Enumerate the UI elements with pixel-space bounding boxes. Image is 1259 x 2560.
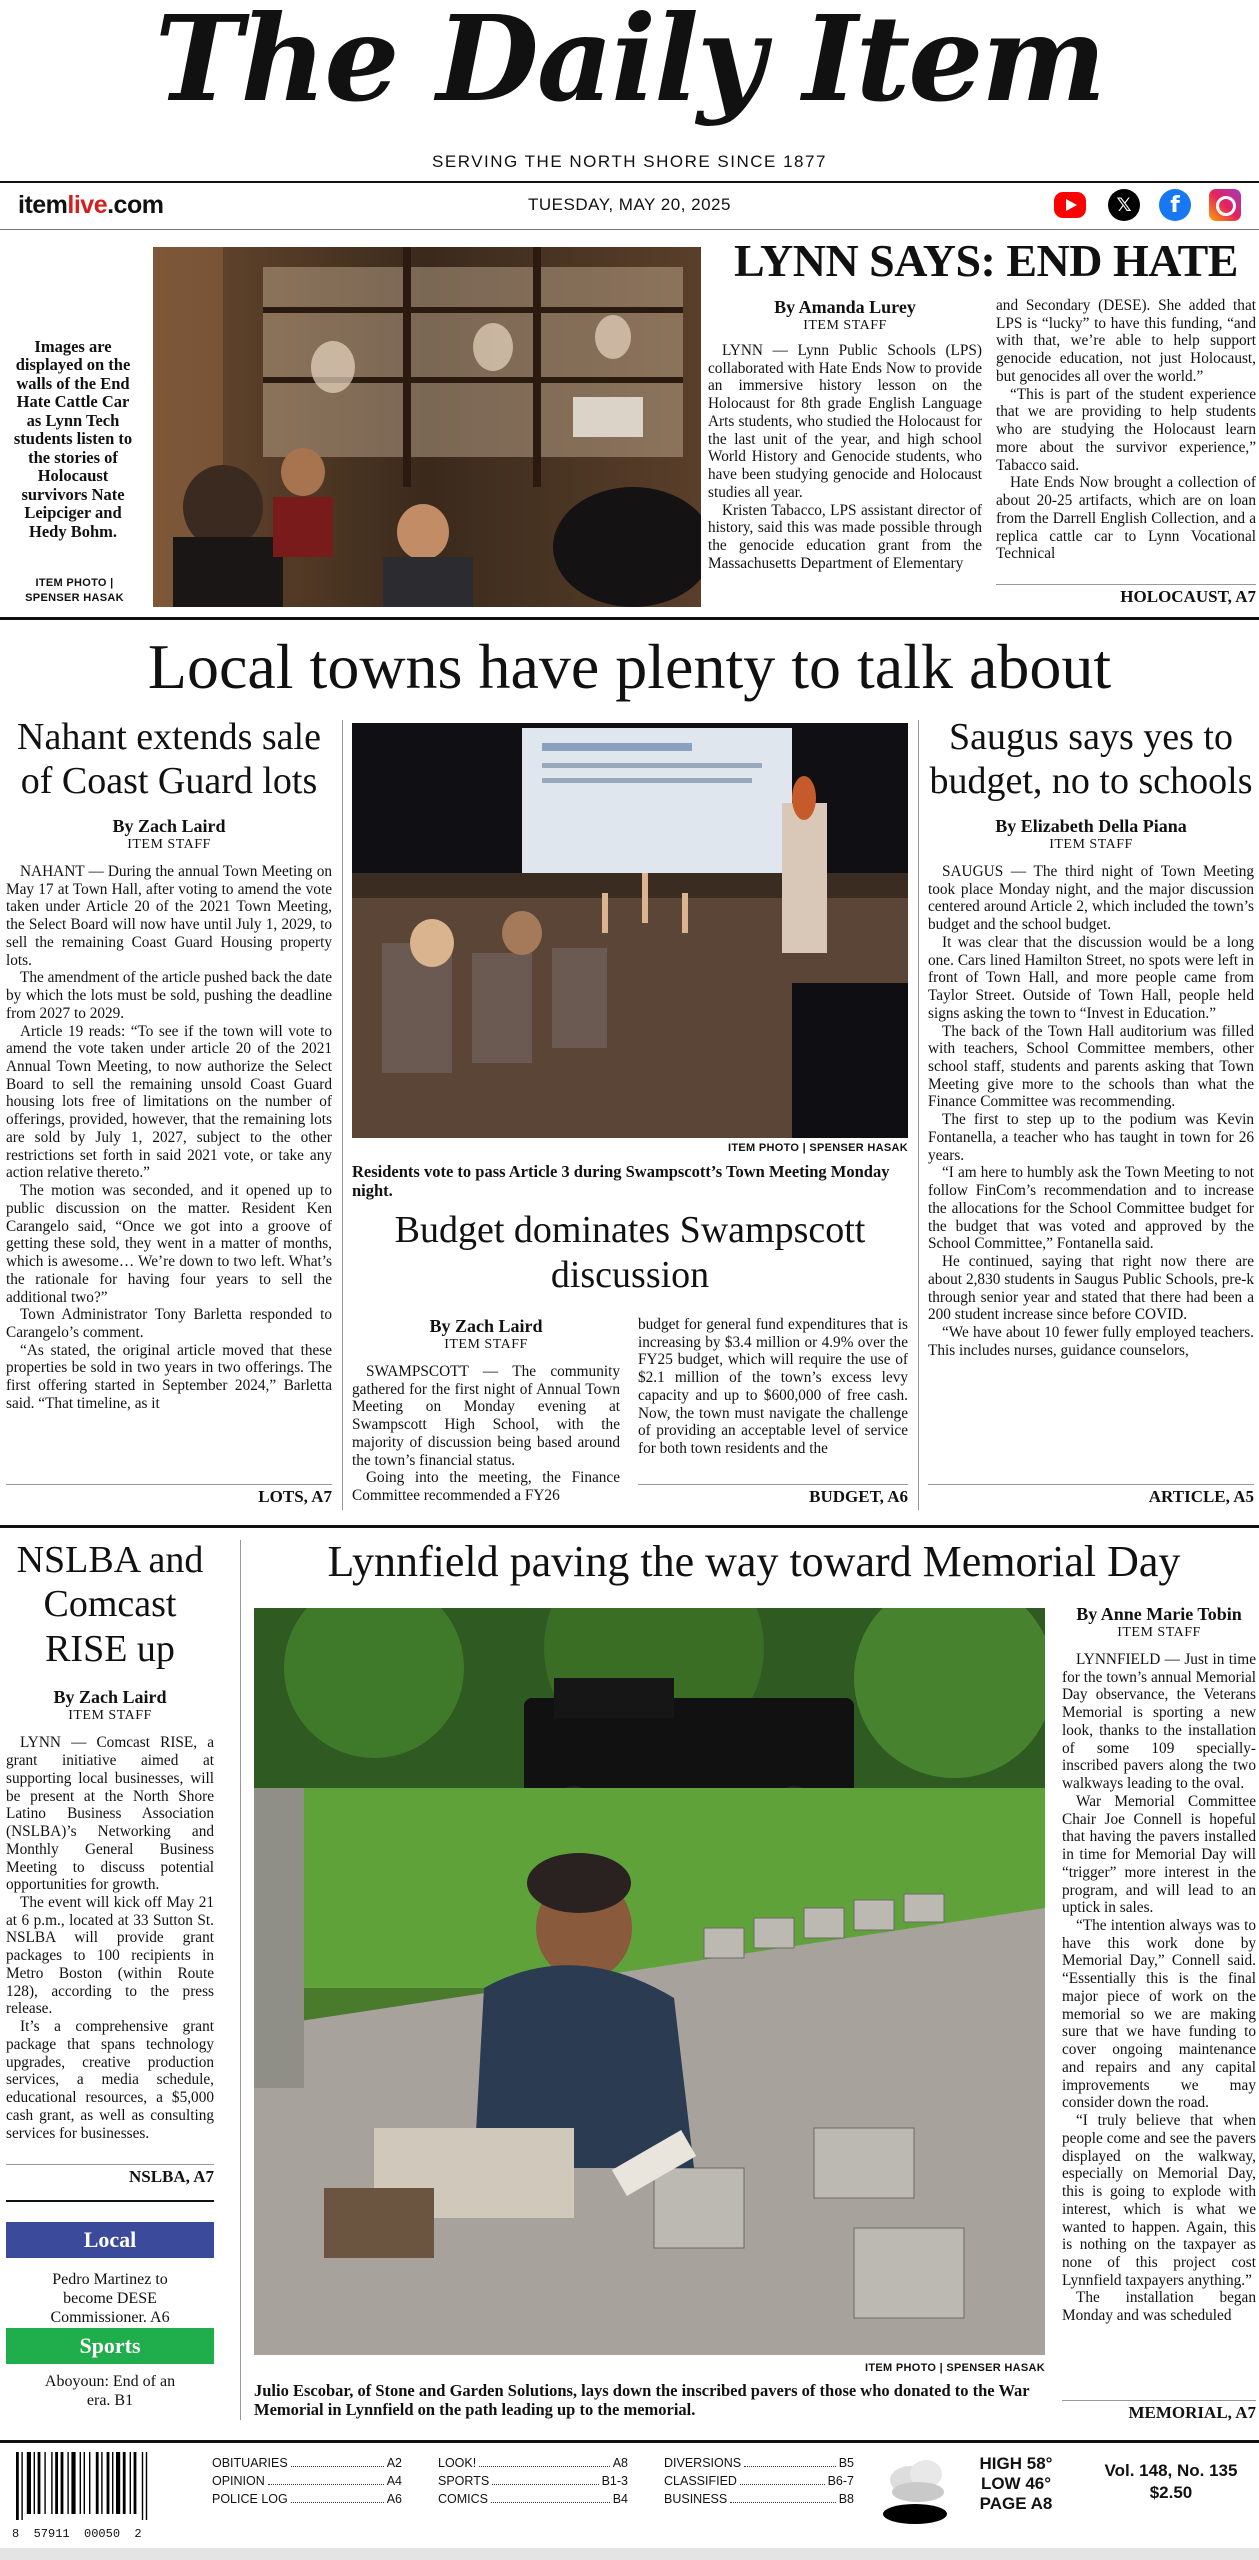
barcode-bar (123, 2452, 126, 2514)
paragraph: He continued, saying that right now there are about 2,830 students in Saugus Public Schools, pre-k through senior year and stated that there had been a 200 student increase since before COVID. (928, 1253, 1254, 1324)
index-item[interactable] (438, 2454, 628, 2472)
index-item[interactable] (664, 2454, 854, 2472)
nahant-jump-line[interactable]: LOTS, A7 (6, 1484, 332, 1507)
index-section: DIVERSIONS (664, 2456, 742, 2470)
lead-body-col2 (996, 297, 1256, 563)
index-item[interactable] (212, 2490, 402, 2508)
column-rule (240, 1540, 241, 2420)
index-column (664, 2454, 854, 2508)
lead-jump-line[interactable]: HOLOCAUST, A7 (996, 584, 1256, 607)
saugus-headline: Saugus says yes to budget, no to schools (929, 716, 1253, 803)
paragraph: Article 19 reads: “To see if the town will vote to amend the vote taken under article 20 of the 2021 Annual Town Meeting, to now authorize the Select Board to sell the remaining unsold Coast Guard housing lots free of limitations on the number of offerings, provided, however, that the remaining lots are sold by July 1, 2027, subject to the other restrictions set forth in said 2021 vote, or take any action relative thereto.” (6, 1022, 332, 1182)
paragraph: The amendment of the article pushed back the date by which the lots must be sold, pushing the deadline from 2027 to 2029. (6, 969, 332, 1022)
paragraph: The back of the Town Hall auditorium was filled with teachers, School Committee members, other school staff, students and parents asking that Town Meeting give more to the schools than what the Finance Committee was recommending. (928, 1022, 1254, 1111)
paragraph: Kristen Tabacco, LPS assistant director of history, said this was made possible through the genocide education grant from the Massachusetts Department of Elementary (708, 501, 982, 572)
nahant-byline: By Zach Laird (112, 815, 226, 836)
leader-dots (730, 2490, 835, 2503)
lynnfield-photo-credit: ITEM PHOTO | SPENSER HASAK (865, 2362, 1045, 2374)
index-item[interactable] (212, 2472, 402, 2490)
swampscott-jump-line[interactable]: BUDGET, A6 (638, 1484, 908, 1507)
newspaper-tagline: SERVING THE NORTH SHORE SINCE 1877 (432, 152, 827, 171)
lynnfield-photo-caption: Julio Escobar, of Stone and Garden Solutions, lays down the inscribed pavers of those who donated to the War Memorial in Lynnfield on the path leading up to the memorial. (254, 2382, 1030, 2419)
page-bottom-band (0, 2548, 1259, 2560)
masthead (0, 0, 1259, 175)
nslba-body (6, 1734, 214, 2142)
leader-dots (740, 2472, 825, 2485)
index-section: OBITUARIES (212, 2456, 288, 2470)
paragraph: NAHANT — During the annual Town Meeting on May 17 at Town Hall, after voting to amend the vote taken under Article 20 of the 2021 Town Meeting, the Select Board will now have until July 1, 2029, to sell the remaining Coast Guard Housing property lots. (6, 862, 332, 969)
instagram-icon[interactable] (1209, 189, 1241, 221)
paragraph: SAUGUS — The third night of Town Meeting took place Monday night, and the major discussion centered around Article 2, which included the town’s budget and the school budget. (928, 862, 1254, 934)
nslba-byline: By Zach Laird (53, 1687, 167, 1708)
divider (6, 2200, 214, 2202)
barcode-bar (61, 2452, 64, 2514)
index-section: COMICS (438, 2492, 488, 2506)
lead-headline: LYNN SAYS: END HATE (734, 236, 1238, 286)
index-page: A2 (386, 2456, 402, 2470)
barcode-bar (101, 2452, 102, 2514)
barcode-bar (67, 2452, 68, 2514)
index-page: B6-7 (827, 2474, 854, 2488)
swampscott-column-2 (638, 1316, 908, 1486)
index-item[interactable] (438, 2472, 628, 2490)
local-promo-label[interactable]: Local (6, 2222, 214, 2258)
nslba-staff-label: ITEM STAFF (68, 1708, 152, 1724)
paragraph: War Memorial Committee Chair Joe Connell is hopeful that having the pavers installed in time for Memorial Day will “trigger” more interest in the program, and will lead to an uptick in sales. (1062, 1792, 1256, 1917)
swampscott-photo-credit: ITEM PHOTO | SPENSER HASAK (728, 1142, 908, 1154)
barcode-bar (134, 2452, 137, 2514)
barcode-bar (107, 2452, 110, 2514)
barcode-bar (116, 2452, 120, 2514)
paragraph: It’s a comprehensive grant package that spans technology upgrades, creative production services, a media schedule, educational resources, a $5,000 cash grant, as well as consulting services for businesses. (6, 2018, 214, 2142)
youtube-icon[interactable] (1054, 192, 1086, 218)
lynnfield-headline: Lynnfield paving the way toward Memorial Day (327, 1538, 1181, 1586)
nslba-story (6, 1538, 214, 2198)
swampscott-photo (352, 723, 908, 1138)
barcode-bar (96, 2452, 99, 2514)
index-item[interactable] (664, 2472, 854, 2490)
barcode-bar (55, 2452, 58, 2514)
lead-column-1 (708, 297, 982, 573)
barcode-bar (44, 2452, 45, 2514)
itemlive-logo[interactable]: itemlive.com (18, 191, 164, 219)
barcode-bar (16, 2452, 19, 2520)
swampscott-body-col2 (638, 1316, 908, 1458)
local-promo-text[interactable]: Pedro Martinez to become DESE Commissioner. A6 (50, 2271, 170, 2327)
saugus-jump-line[interactable]: ARTICLE, A5 (928, 1484, 1254, 1507)
facebook-icon[interactable]: f (1159, 189, 1191, 221)
barcode-graphic (12, 2452, 177, 2522)
weather-low: LOW 46° (980, 2474, 1052, 2493)
lynnfield-photo (254, 1608, 1045, 2355)
lynnfield-staff-label: ITEM STAFF (1117, 1625, 1201, 1640)
lead-column-2 (996, 297, 1256, 604)
paragraph: “The intention always was to have this work done by Memorial Day,” Connell said. “Essentially this is the final major piece of work on the memorial so we are making sure that we have funding to cover ongoing maintenance and repairs and any capital improvements we may consider down the road. (1062, 1917, 1256, 2112)
newspaper-title: The Daily Item (154, 0, 1105, 128)
index-section: BUSINESS (664, 2492, 728, 2506)
leader-dots (268, 2472, 384, 2485)
lead-photo (153, 247, 701, 607)
paragraph: and Secondary (DESE). She added that LPS is “lucky” to have this funding, “and with that, we’re able to help support genocide education, not just Holocaust, but genocides all over the world.” (996, 297, 1256, 385)
paragraph: Going into the meeting, the Finance Committee recommended a FY26 (352, 1469, 620, 1505)
lead-photo-caption: Images are displayed on the walls of the End Hate Cattle Car as Lynn Tech students listen to the stories of Holocaust survivors Nate Leipciger and Hedy Bohm. (13, 338, 133, 541)
index-page: B8 (838, 2492, 854, 2506)
divider (0, 229, 1259, 230)
index-page: B5 (838, 2456, 854, 2470)
paragraph: LYNN — Lynn Public Schools (LPS) collaborated with Hate Ends Now to provide an immersive history lesson on the Holocaust for 8th grade English Language Arts students, who studied the Holocaust for the last unit of the year, and high school World History and Genocide students, who have been studying genocide and Holocaust studies all year. (708, 342, 982, 501)
barcode-bar (71, 2452, 75, 2514)
leader-dots (744, 2454, 836, 2467)
paragraph: “We have about 10 fewer fully employed teachers. This includes nurses, guidance counselors, (928, 1324, 1254, 1359)
weather-summary (966, 2454, 1066, 2514)
barcode-bar (89, 2452, 90, 2514)
paver-installation-photo (254, 1608, 1045, 2355)
divider (0, 2440, 1259, 2443)
nslba-headline: NSLBA and Comcast RISE up (16, 1539, 204, 1670)
saugus-body (928, 863, 1254, 1360)
paragraph: It was clear that the discussion would be a long one. Cars lined Hamilton Street, no spots were left in front of Town Hall, and more people came from Taylor Street. Outside of Town Hall, people held signs asking the town to “Invest in Education.” (928, 933, 1254, 1022)
barcode-bar (21, 2452, 22, 2520)
barcode-bar (130, 2452, 131, 2514)
paragraph: The installation began Monday and was scheduled (1062, 2289, 1256, 2325)
index-page: A8 (612, 2456, 628, 2470)
cattle-car-photo (153, 247, 701, 607)
saugus-byline: By Elizabeth Della Piana (995, 815, 1187, 836)
paragraph: The event will kick off May 21 at 6 p.m., located at 33 Sutton St. NSLBA will provide grant packages to 100 recipients in Metro Boston (within Route 128), according to the press release. (6, 1893, 214, 2018)
paragraph: “I am here to humbly ask the Town Meeting to not follow FinCom’s recommendation and to increase the allocations for the School Committee budget for the budget that was voted and approved by the School Committee,” Fontanella said. (928, 1164, 1254, 1253)
nahant-story (6, 715, 332, 1511)
swampscott-staff-label: ITEM STAFF (444, 1337, 528, 1352)
leader-dots (479, 2454, 609, 2467)
barcode-bar (34, 2452, 35, 2514)
lead-body-col1 (708, 342, 982, 573)
nahant-body (6, 863, 332, 1413)
lead-photo-credit: ITEM PHOTO | SPENSER HASAK (25, 577, 124, 605)
index-box (212, 2454, 892, 2508)
paragraph: budget for general fund expenditures that is increasing by $3.4 million or 4.9% over the FY25 budget, which will require the use of $2.1 million of the town’s excess levy capacity and up to $600,000 of free cash. Now, the town must navigate the challenge of providing an acceptable level of service for both town residents and the (638, 1316, 908, 1458)
paragraph: Town Administrator Tony Barletta responded to Carangelo’s comment. (6, 1306, 332, 1341)
leader-dots (491, 2490, 610, 2503)
sports-promo-text[interactable]: Aboyoun: End of an era. B1 (44, 2373, 176, 2410)
paragraph: SWAMPSCOTT — The community gathered for the first night of Annual Town Meeting on Monday evening at Swampscott High School, with the majority of discussion being based around the town’s financial status. (352, 1363, 620, 1469)
lynnfield-body (1062, 1651, 1256, 2325)
paragraph: Hate Ends Now brought a collection of about 20-25 artifacts, which are on loan from the Darrell English Collection, and a replica cattle car to Lynn Vocational Technical (996, 474, 1256, 563)
paragraph: The motion was seconded, and it opened up to public discussion on the matter. Resident Ken Carangelo said, “Once we got into a groove of getting these sold, they went in a matter of months, which is awesome… We’re down to two left. What’s the rationale for having four years to sell the additional two?” (6, 1182, 332, 1306)
paragraph: The first to step up to the podium was Kevin Fontanella, a teacher who has taught in town for 26 years. (928, 1111, 1254, 1164)
barcode-bar (38, 2452, 41, 2514)
x-icon[interactable]: 𝕏 (1108, 189, 1140, 221)
swampscott-body-col1 (352, 1363, 620, 1505)
column-rule (342, 720, 343, 1510)
index-section: OPINION (212, 2474, 265, 2488)
barcode-bar (112, 2452, 113, 2514)
index-item[interactable] (664, 2490, 854, 2508)
town-meeting-photo (352, 723, 908, 1138)
divider (0, 1525, 1259, 1528)
index-page: A4 (386, 2474, 402, 2488)
index-column (212, 2454, 402, 2508)
nslba-jump-line[interactable]: NSLBA, A7 (6, 2164, 214, 2187)
index-section: POLICE LOG (212, 2492, 288, 2506)
nahant-headline: Nahant extends sale of Coast Guard lots (17, 716, 321, 803)
issue-date: TUESDAY, MAY 20, 2025 (528, 195, 731, 214)
barcode-digits: 8 57911 00050 2 (12, 2527, 142, 2541)
section-header: Local towns have plenty to talk about (147, 632, 1112, 702)
index-section: CLASSIFIED (664, 2474, 737, 2488)
barcode-bar (51, 2452, 52, 2514)
index-section: SPORTS (438, 2474, 490, 2488)
lynnfield-byline: By Anne Marie Tobin (1076, 1604, 1242, 1624)
paragraph: “As stated, the original article moved that these properties be sold in two years in two offerings. The first offering started in September 2024,” Barletta said. “That timeline, as it (6, 1341, 332, 1412)
paragraph: “I truly believe that when people come and see the pavers displayed on the walkway, especially on Memorial Day, this is going to explode with interest, which is what we wanted to happen. Again, this is nothing on the taxpayer as none of this project cost Lynnfield taxpayers anything.” (1062, 2112, 1256, 2289)
lynnfield-story (1062, 1604, 1256, 2372)
index-page: B1-3 (601, 2474, 628, 2488)
barcode-bar (84, 2452, 85, 2514)
barcode (12, 2452, 177, 2544)
swampscott-headline: Budget dominates Swampscott discussion (394, 1209, 866, 1296)
leader-dots (291, 2454, 384, 2467)
weather-page: PAGE A8 (979, 2494, 1053, 2513)
leader-dots (492, 2472, 598, 2485)
saugus-story (928, 715, 1254, 1511)
barcode-bar (27, 2452, 31, 2514)
divider (0, 617, 1259, 620)
weather-high: HIGH 58° (979, 2454, 1053, 2473)
weather-icon (880, 2452, 950, 2532)
lynnfield-jump-line[interactable]: MEMORIAL, A7 (1062, 2400, 1256, 2423)
index-section: LOOK! (438, 2456, 477, 2470)
index-page: A6 (386, 2492, 402, 2506)
paragraph: “This is part of the student experience that we are providing to help students who are studying the Holocaust learn more about the survivor experience,” Tabacco said. (996, 385, 1256, 474)
sports-promo-label[interactable]: Sports (6, 2328, 214, 2364)
issue-info (1086, 2460, 1256, 2504)
swampscott-photo-caption: Residents vote to pass Article 3 during Swampscott’s Town Meeting Monday night. (352, 1163, 890, 1200)
swampscott-column-1 (352, 1316, 620, 1510)
nahant-staff-label: ITEM STAFF (127, 836, 211, 852)
index-page: B4 (612, 2492, 628, 2506)
paragraph: LYNN — Comcast RISE, a grant initiative aimed at supporting local businesses, will be present at the North Shore Latino Business Association (NSLBA)’s Networking and Monthly General Business Meeting to discuss potential opportunities for growth. (6, 1734, 214, 1894)
lead-byline: By Amanda Lurey (774, 297, 916, 317)
volume-number: Vol. 148, No. 135 (1104, 2461, 1238, 2480)
swampscott-byline: By Zach Laird (429, 1316, 543, 1336)
column-rule (918, 720, 919, 1510)
index-item[interactable] (212, 2454, 402, 2472)
top-bar (0, 183, 1259, 227)
price: $2.50 (1149, 2483, 1193, 2502)
barcode-bar (146, 2452, 147, 2520)
barcode-bar (142, 2452, 143, 2520)
leader-dots (291, 2490, 384, 2503)
saugus-staff-label: ITEM STAFF (1049, 836, 1133, 852)
lead-staff-label: ITEM STAFF (803, 318, 887, 333)
paragraph: LYNNFIELD — Just in time for the town’s annual Memorial Day observance, the Veterans Memorial is sporting a new look, thanks to the installation of some 109 specially-inscribed pavers along the two walkways leading to the oval. (1062, 1651, 1256, 1793)
index-item[interactable] (438, 2490, 628, 2508)
barcode-bar (80, 2452, 81, 2514)
index-column (438, 2454, 628, 2508)
